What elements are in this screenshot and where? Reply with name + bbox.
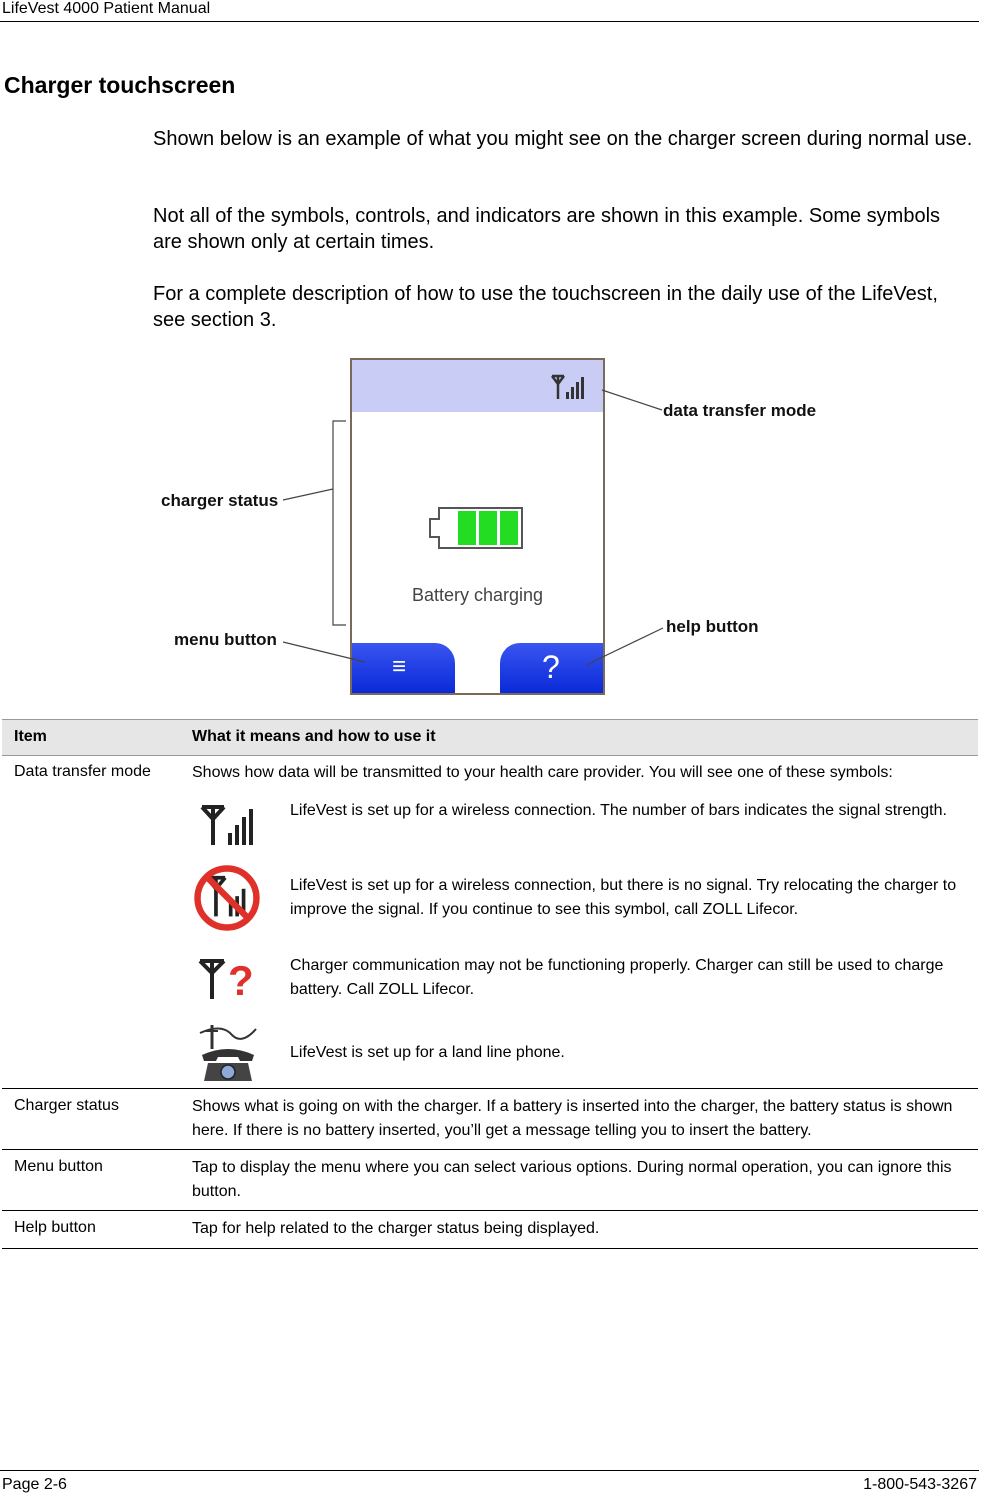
row-item: Help button [14, 1219, 96, 1236]
reference-paragraph: For a complete description of how to use the touchscreen in the daily use of the LifeVest, see section 3. [153, 283, 938, 331]
svg-text:?: ? [228, 957, 254, 1004]
callout-data-transfer-mode: data transfer mode [663, 401, 817, 420]
header-item: Item [14, 728, 47, 745]
row-desc: Tap to display the menu where you can select various options. During normal operation, you can ignore this button. [192, 1159, 952, 1200]
page-number: Page 2-6 [2, 1476, 67, 1493]
table-row [2, 1089, 978, 1150]
row-item: Data transfer mode [14, 763, 151, 780]
land-line-phone-icon [192, 1021, 262, 1085]
section-title: Charger touchscreen [4, 72, 236, 98]
support-phone: 1-800-543-3267 [863, 1476, 977, 1493]
table-row [2, 1211, 978, 1249]
manual-title: LifeVest 4000 Patient Manual [2, 0, 211, 17]
symbol-description: Charger communication may not be functioning properly. Charger can still be used to charge battery. Call ZOLL Lifecor. [290, 957, 944, 998]
intro-paragraph: Shown below is an example of what you might see on the charger screen during normal use. [153, 128, 973, 150]
table-header [2, 719, 978, 756]
menu-icon: ≡ [392, 653, 407, 680]
callout-charger-status: charger status [161, 491, 279, 510]
help-icon: ? [542, 649, 560, 685]
row-desc: Shows how data will be transmitted to your health care provider. You will see one of these symbols: [192, 764, 893, 781]
symbol-description: LifeVest is set up for a land line phone. [290, 1044, 565, 1061]
header-meaning: What it means and how to use it [192, 728, 436, 745]
table-row [2, 1150, 978, 1211]
table-row [2, 755, 978, 1089]
page-footer-rule [0, 1470, 979, 1471]
callout-menu-button: menu button [174, 630, 277, 649]
charger-screen-figure [150, 355, 830, 700]
row-item: Menu button [14, 1158, 103, 1175]
row-desc: Shows what is going on with the charger. If a battery is inserted into the charger, the battery status is shown here. If there is no battery inserted, you’ll get a message telling you to insert the battery. [192, 1098, 953, 1139]
callout-help-button: help button [666, 617, 759, 636]
charger-status-text: Battery charging [411, 585, 544, 605]
no-signal-icon [192, 863, 262, 933]
row-desc: Tap for help related to the charger status being displayed. [192, 1220, 600, 1237]
symbol-description: LifeVest is set up for a wireless connection. The number of bars indicates the signal strength. [290, 802, 947, 819]
page-header [0, 0, 979, 22]
symbol-description: LifeVest is set up for a wireless connection, but there is no signal. Try relocating the charger to improve the signal. If you continue to see this symbol, call ZOLL Lifecor. [290, 877, 957, 918]
communication-error-icon [192, 953, 262, 1005]
wireless-signal-icon [192, 797, 262, 859]
row-item: Charger status [14, 1097, 119, 1114]
symbols-note-paragraph: Not all of the symbols, controls, and indicators are shown in this example. Some symbols are shown only at certain times. [153, 205, 941, 253]
